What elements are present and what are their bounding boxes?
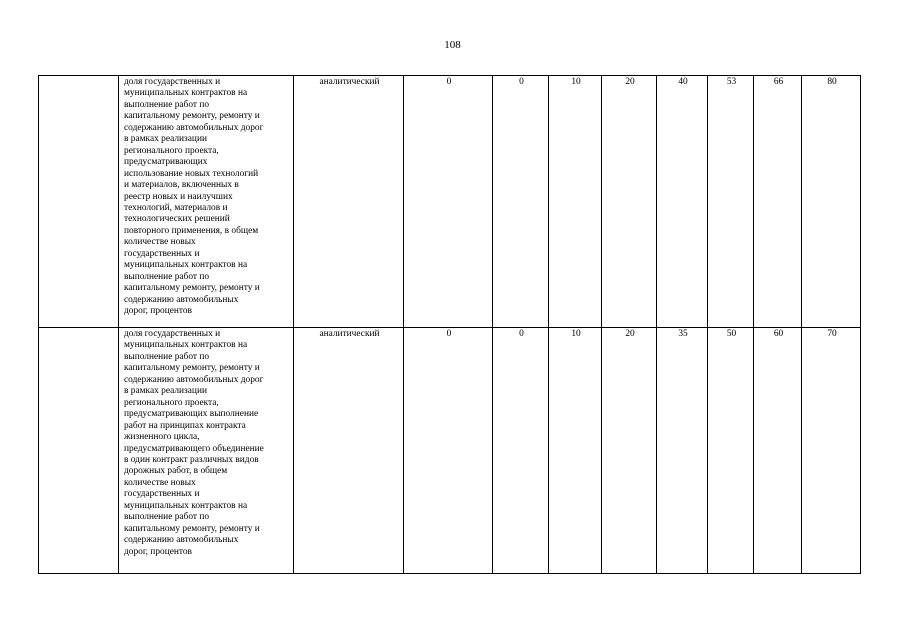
page-number: 108 [444, 39, 461, 51]
value-cell: 70 [802, 328, 861, 574]
empty-cell [39, 76, 119, 328]
table-row [39, 328, 861, 574]
value-cell: 60 [754, 328, 802, 574]
indicator-name: доля государственных и муниципальных контрактов на выполнение работ по капитальному ремонту, ремонту и содержанию автомобильных дорог в рамках реализации регионального проекта, предусматривающих выполнение работ на принципах контракта жизненного цикла, предусматривающего объединение в один контракт различных видов дорожных работ, в общем количестве новых государственных и муниципальных контрактов на выполнение работ по капитальному ремонту, ремонту и содержанию автомобильных дорог, процентов [119, 328, 294, 574]
value-cell: 40 [657, 76, 708, 328]
indicators-table [38, 75, 861, 574]
empty-cell [39, 328, 119, 574]
value-cell: 80 [802, 76, 861, 328]
value-cell: 20 [602, 76, 657, 328]
value-cell: 66 [754, 76, 802, 328]
indicator-name: доля государственных и муниципальных контрактов на выполнение работ по капитальному ремонту, ремонту и содержанию автомобильных дорог в рамках реализации регионального проекта, предусматривающих использование новых технологий и материалов, включенных в реестр новых и наилучших технологий, материалов и технологических решений повторного применения, в общем количестве новых государственных и муниципальных контрактов на выполнение работ по капитальному ремонту, ремонту и содержанию автомобильных дорог, процентов [119, 76, 294, 328]
value-cell: 0 [493, 76, 549, 328]
value-cell: 20 [602, 328, 657, 574]
table-row [39, 76, 861, 328]
value-cell: 10 [549, 76, 602, 328]
value-cell: 0 [493, 328, 549, 574]
method-cell: аналитический [294, 328, 404, 574]
value-cell: 50 [708, 328, 754, 574]
value-cell: 10 [549, 328, 602, 574]
value-cell: 53 [708, 76, 754, 328]
method-cell: аналитический [294, 76, 404, 328]
value-cell: 0 [404, 76, 493, 328]
value-cell: 0 [404, 328, 493, 574]
value-cell: 35 [657, 328, 708, 574]
